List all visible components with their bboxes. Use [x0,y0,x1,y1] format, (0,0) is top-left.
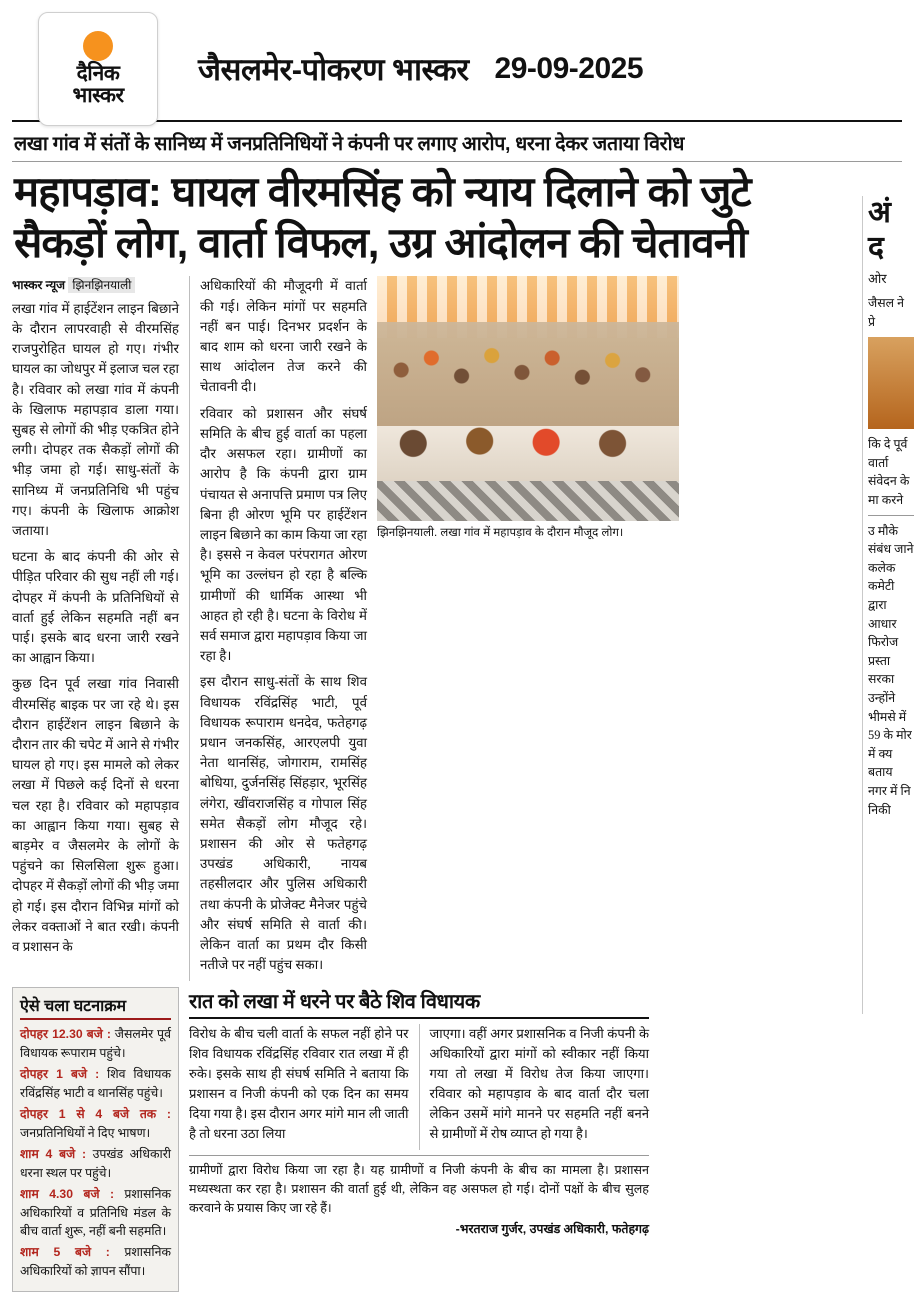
timeline-title: ऐसे चला घटनाक्रम [20,994,171,1020]
byline [12,276,179,294]
list-item [20,1105,171,1142]
lower-section [12,987,902,1292]
timeline-text: प्रशासनिक अधिकारियों व प्रतिनिधि मंडल के बीच वार्ता शुरू, नहीं बनी सहमति। [20,1187,171,1238]
article-kicker: लखा गांव में संतों के सानिध्य में जनप्रतिनिधियों ने कंपनी पर लगाए आरोप, धरना देकर जताया विरोध [14,133,685,155]
timeline-text: जनप्रतिनिधियों ने दिए भाषण। [20,1126,151,1141]
publication-logo [38,12,158,126]
top-columns [12,276,902,981]
timeline-text: शिव विधायक रविंद्रसिंह भाटी व थानसिंह पहुंचे। [20,1067,171,1101]
sidebar-story-title: रात को लखा में धरने पर बैठे शिव विधायक [189,987,649,1019]
floor-mat [377,481,679,521]
timeline-time: दोपहर 12.30 बजे : [20,1027,111,1042]
paragraph: विरोध के बीच चली वार्ता के सफल नहीं होने पर शिव विधायक रविंद्रसिंह रविवार रात लखा में ही रुके। इसके साथ ही संघर्ष समिति ने बताया कि प्रशासन व निजी कंपनी को एक दिन का समय दिया गया है। इस दौरान अगर मांगे मान ली जाती है तो धरना उठा लिया [189,1026,409,1141]
list-item [20,1243,171,1280]
crowd-background [377,322,679,442]
adjacent-article-strip [862,196,914,1014]
timeline-time: शाम 5 बजे : [20,1245,110,1260]
crowd-front-row [377,426,679,484]
timeline-time: शाम 4 बजे : [20,1147,87,1162]
adjacent-headline-line-1: अं [868,196,890,229]
paragraph: अधिकारियों की मौजूदगी में वार्ता की गई। लेकिन मांगों पर सहमति नहीं बन पाई। दिनभर प्रदर्शन के बाद शाम को धरना जारी रखने के साथ आंदोलन तेज करने की चेतावनी दी। [200,278,367,395]
logo-line-1: दैनिक [76,61,120,85]
article-body [0,276,914,1292]
paragraph: कुछ दिन पूर्व लखा गांव निवासी वीरमसिंह बाइक पर जा रहे थे। इस दौरान हाईटेंशन लाइन बिछाने के दौरान तार की चपेट में आने से गंभीर घायल हो गए। इस मामले को लेकर लखा में पिछले कई दिनों से धरना चल रहा है। रविवार को महापड़ाव का आह्वान किया गया। सुबह से बाड़मेर व जैसलमेर के लोगों के पहुंचने का सिलसिला शुरू हुआ। दोपहर में सैकड़ों लोगों की भीड़ जमा हो गई। इस दौरान विभिन्न मांगों को लेकर वक्ताओं ने बात रखी। कंपनी व प्रशासन के [12,676,179,954]
list-item [20,1065,171,1102]
sidebar-column-two [429,1024,649,1149]
adjacent-subhead: ओर [868,271,887,286]
sidebar-story-columns [189,1024,649,1149]
adjacent-rule [868,515,914,516]
logo-line-2: भास्कर [72,83,124,107]
headline-line-1: महापड़ाव: घायल वीरमसिंह को न्याय दिलाने को जुटे [14,168,751,215]
headline-line-2: सैकड़ों लोग, वार्ता विफल, उग्र आंदोलन की चेतावनी [14,219,747,267]
adjacent-headline-line-2: द [868,230,883,264]
quote-text: ग्रामीणों द्वारा विरोध किया जा रहा है। यह ग्रामीणों व निजी कंपनी के बीच का मामला है। प्रशासन मध्यस्थता कर रहा है। प्रशासन की वार्ता हुई थी, लेकिन वह असफल हो गई। दोनों पक्षों के बीच सुलह करवाने के प्रयास किए जा रहे हैं। [189,1162,649,1215]
quote-block [189,1155,649,1239]
column-two [200,276,367,981]
timeline-time: शाम 4.30 बजे : [20,1187,115,1202]
list-item [20,1025,171,1062]
quote-attribution: -भरतराज गुर्जर, उपखंड अधिकारी, फतेहगढ़ [455,1222,649,1237]
list-item [20,1145,171,1182]
sidebar-story [189,987,649,1292]
paragraph: रविवार को प्रशासन और संघर्ष समिति के बीच हुई वार्ता का पहला दौर असफल रहा। ग्रामीणों का आरोप है कि कंपनी द्वारा ग्राम पंचायत से अनापत्ति प्रमाण पत्र लिए बिना ही ओरण भूमि पर हाईटेंशन लाइन बिछाने का काम किया जा रहा है। इससे न केवल परंपरागत ओरण भूमि का उल्लंघन हो रहा है बल्कि ग्रामीणों की धार्मिक आस्था भी आहत हो रही है। घटना के विरोध में सर्व समाज द्वारा महापड़ाव किया जा रहा है। [200,405,367,664]
byline-source: भास्कर न्यूज [12,278,66,293]
list-item [20,1185,171,1240]
masthead [0,0,914,120]
issue-date: 29-09-2025 [494,52,644,85]
paragraph: जाएगा। वहीं अगर प्रशासनिक व निजी कंपनी के अधिकारियों द्वारा मांगों को स्वीकार नहीं किया गया तो लखा में विरोध तेज किया जाएगा। रविवार को महापड़ाव के बाद वार्ता दौर चला लेकिन उसमें मांगे मानने पर सहमति नहीं बनने से ग्रामीणों में रोष व्याप्त हो गया है। [429,1026,649,1141]
column-divider [189,276,190,981]
edition-title: जैसलमेर-पोकरण भास्कर [198,52,469,87]
article-photo-block [377,276,679,981]
timeline-text: प्रशासनिक अधिकारियों को ज्ञापन सौंपा। [20,1245,171,1278]
column-divider [419,1024,420,1149]
timeline-text: जैसलमेर पूर्व विधायक रूपाराम पहुंचे। [20,1027,171,1061]
timeline-time: दोपहर 1 बजे : [20,1067,100,1082]
column-one [12,276,179,981]
paragraph: लखा गांव में हाईटेंशन लाइन बिछाने के दौरान लापरवाही से वीरमसिंह राजपुरोहित घायल हो गए। गंभीर घायल का जोधपुर में इलाज चल रहा है। रविवार को लखा गांव में कंपनी के खिलाफ महापड़ाव डाला गया। सुबह से लोगों की भीड़ एकत्रित होने लगी। दोपहर तक सैकड़ों लोगों की भीड़ जमा हो गई। साधु-संतों के सानिध्य में जनप्रतिनिधि भी पहुंच गए। कंपनी के खिलाफ आक्रोश जताया। [12,300,179,538]
paragraph: इस दौरान साधु-संतों के साथ शिव विधायक रविंद्रसिंह भाटी, पूर्व विधायक रूपाराम धनदेव, फतेहगढ़ प्रधान जनकसिंह, आरएलपी युवा नेता थानसिंह, जोगाराम, रामसिंह बोधिया, दुर्जनसिंह सिंहड़ार, भूरसिंह लंगेरा, खींवराजसिंह व गोपाल सिंह समेत सैकड़ों लोग मौजूद रहे। प्रशासन की ओर से फतेहगढ़ उपखंड अधिकारी, नायब तहसीलदार और पुलिस अधिकारी तथा कंपनी के प्रोजेक्ट मैनेजर पहुंचे और संघर्ष समिति से वार्ता की। लेकिन वार्ता का प्रथम दौर किसी नतीजे पर नहीं पहुंच सका। [200,674,367,973]
timeline-box [12,987,179,1292]
sidebar-column-one [189,1024,409,1149]
sun-icon [83,31,113,61]
adjacent-photo [868,337,914,429]
adjacent-text-3: उ मौके संबंध जाने कलेक कमेटी द्वारा आधार फिरोज प्रस्ता सरका उन्होंने भीमसे में 59 के मोर में क्य बताय नगर में नि निकी [868,523,914,817]
page-title [0,162,914,276]
timeline-text: उपखंड अधिकारी धरना स्थल पर पहुंचे। [20,1147,171,1180]
paragraph: घटना के बाद कंपनी की ओर से पीड़ित परिवार की सुध नहीं ली गई। दोपहर में कंपनी के प्रतिनिधियों से वार्ता हुई लेकिन सहमति नहीं बन पाई। इसके बाद धरना जारी रखने का आह्वान किया। [12,549,179,666]
adjacent-text-1: जैसल ने प्रे [868,295,904,329]
timeline-time: दोपहर 1 से 4 बजे तक : [20,1107,171,1122]
article-photo [377,276,679,521]
byline-place: झिनझिनयाली [68,277,135,293]
photo-caption: झिनझिनयाली. लखा गांव में महापड़ाव के दौरान मौजूद लोग। [377,526,624,540]
adjacent-text-2: कि दे पूर्व वार्ता संवेदन के मा करने [868,437,910,507]
